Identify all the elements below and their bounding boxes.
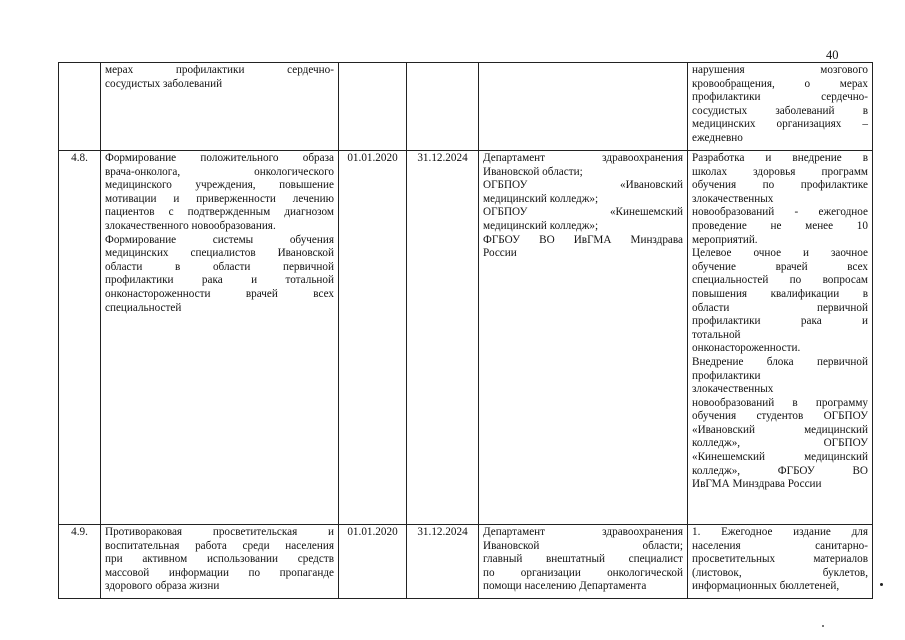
activity-description — [101, 525, 339, 599]
responsible-executors — [479, 525, 688, 599]
start-date: 01.01.2020 — [339, 151, 407, 525]
cell-line: профилактики — [692, 369, 761, 382]
end-date: 31.12.2024 — [407, 151, 479, 525]
cell-line: повышения квалификации в — [692, 287, 868, 300]
cell-line: Формирование системы обучения — [105, 233, 334, 246]
cell-line: (листовок, буклетов, — [692, 566, 868, 579]
scan-speck — [880, 583, 883, 586]
cell-line: при активном использовании средств — [105, 553, 334, 566]
cell-line: медицинский колледж»; — [483, 192, 599, 205]
plan-table — [58, 62, 873, 599]
cell-line: мероприятий. — [692, 233, 758, 246]
table-row — [59, 63, 873, 151]
cell-line: онконастороженности врачей всех — [105, 287, 334, 300]
cell-line: медицинских специалистов Ивановской — [105, 247, 334, 260]
cell-line: мерах профилактики сердечно- — [105, 64, 334, 76]
start-date — [339, 63, 407, 151]
cell-line: кровообращения, о мерах — [692, 77, 868, 90]
cell-line: Противораковая просветительская и — [105, 526, 334, 538]
cell-line: воспитательная работа среди населения — [105, 539, 334, 552]
cell-line: Внедрение блока первичной — [692, 355, 868, 368]
cell-line: врача-онколога, онкологического — [105, 165, 334, 178]
cell-line: области в области первичной — [105, 260, 334, 273]
cell-line: медицинских организациях – — [692, 118, 868, 131]
cell-line: информационных бюллетеней, — [692, 580, 840, 593]
cell-line: специальностей — [105, 301, 182, 314]
cell-line: Департамент здравоохранения — [483, 526, 683, 538]
cell-line: профилактики рака и тотальной — [105, 274, 334, 287]
cell-line: обучения по профилактике — [692, 179, 868, 192]
cell-line: проведение не менее 10 — [692, 219, 868, 232]
cell-line: профилактики сердечно- — [692, 91, 868, 104]
expected-result — [688, 63, 873, 151]
item-number: 4.9. — [59, 525, 101, 599]
cell-line: Целевое очное и заочное — [692, 247, 868, 260]
scan-speck — [822, 625, 824, 627]
cell-line: сосудистых заболеваний в — [692, 104, 868, 117]
end-date — [407, 63, 479, 151]
activity-description — [101, 151, 339, 525]
cell-line: медицинского учреждения, повышение — [105, 179, 334, 192]
cell-line: ежедневно — [692, 131, 743, 144]
cell-line: по организации онкологической — [483, 566, 683, 579]
cell-line: Ивановской области; — [483, 539, 683, 552]
cell-line: 1. Ежегодное издание для — [692, 526, 868, 538]
expected-result — [688, 525, 873, 599]
cell-line: ОГБПОУ «Ивановский — [483, 179, 683, 192]
cell-line: помощи населению Департамента — [483, 580, 647, 593]
start-date: 01.01.2020 — [339, 525, 407, 599]
item-number: 4.8. — [59, 151, 101, 525]
cell-line: злокачественного новообразования. — [105, 219, 276, 232]
cell-line: ИвГМА Минздрава России — [692, 478, 822, 491]
cell-line: злокачественных — [692, 383, 774, 396]
cell-line: ФГБОУ ВО ИвГМА Минздрава — [483, 233, 683, 246]
cell-line: обучение врачей всех — [692, 260, 868, 273]
cell-line: «Ивановский медицинский — [692, 423, 868, 436]
cell-line: тотальной — [692, 328, 741, 341]
cell-line: просветительных материалов — [692, 553, 868, 566]
cell-line: нарушения мозгового — [692, 64, 868, 76]
cell-line: Формирование положительного образа — [105, 152, 334, 164]
cell-line: России — [483, 247, 517, 260]
cell-line: «Кинешемский медицинский — [692, 451, 868, 464]
cell-line: массовой информации по пропаганде — [105, 566, 334, 579]
cell-line: колледж», ОГБПОУ — [692, 437, 868, 450]
cell-line: школах здоровья программ — [692, 165, 868, 178]
cell-line: новообразований - ежегодное — [692, 206, 868, 219]
cell-line: ОГБПОУ «Кинешемский — [483, 206, 683, 219]
cell-line: пациентов с подтвержденным диагнозом — [105, 206, 334, 219]
cell-line: сосудистых заболеваний — [105, 77, 223, 90]
responsible-executors — [479, 151, 688, 525]
cell-line: Департамент здравоохранения — [483, 152, 683, 164]
expected-result — [688, 151, 873, 525]
cell-line: Ивановской области; — [483, 165, 583, 178]
cell-line: колледж», ФГБОУ ВО — [692, 464, 868, 477]
table-row — [59, 151, 873, 525]
cell-line: профилактики рака и — [692, 315, 868, 328]
end-date: 31.12.2024 — [407, 525, 479, 599]
responsible-executors — [479, 63, 688, 151]
page-number: 40 — [826, 48, 839, 62]
cell-line: онконастороженности. — [692, 342, 801, 355]
cell-line: главный внештатный специалист — [483, 553, 683, 566]
cell-line: Разработка и внедрение в — [692, 152, 868, 164]
cell-line: новообразований в программу — [692, 396, 868, 409]
cell-line: медицинский колледж»; — [483, 219, 599, 232]
activity-description — [101, 63, 339, 151]
item-number — [59, 63, 101, 151]
cell-line: здорового образа жизни — [105, 580, 220, 593]
cell-line: специальностей по вопросам — [692, 274, 868, 287]
cell-line: мотивации и приверженности лечению — [105, 192, 334, 205]
cell-line: злокачественных — [692, 192, 774, 205]
table-row — [59, 525, 873, 599]
cell-line: области первичной — [692, 301, 868, 314]
cell-line: обучения студентов ОГБПОУ — [692, 410, 868, 423]
cell-line: населения санитарно- — [692, 539, 868, 552]
